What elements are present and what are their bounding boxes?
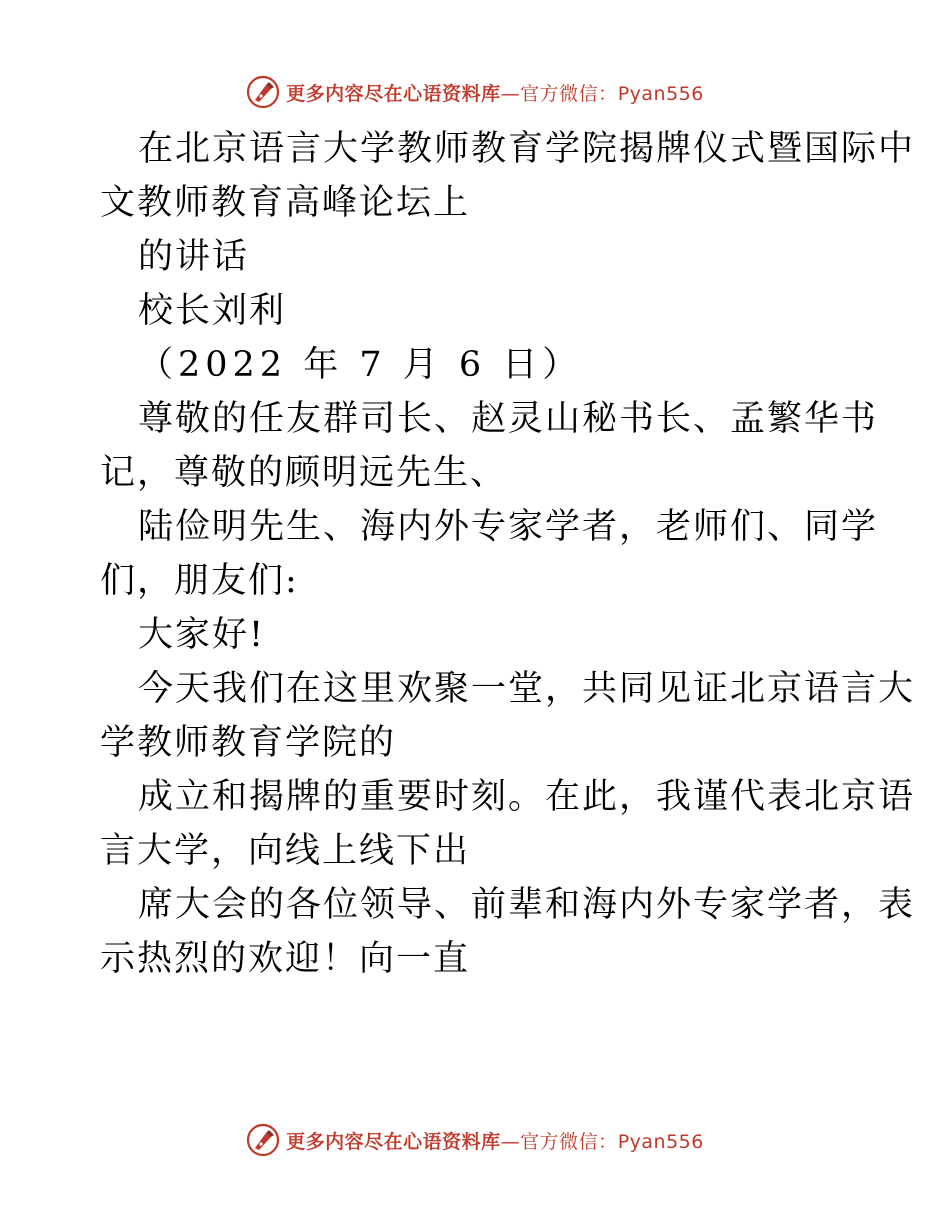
date-line: （2022 年 7 月 6 日） (138, 345, 583, 385)
header-watermark (0, 72, 950, 112)
paragraph-line-3: 成立和揭牌的重要时刻。在此，我谨代表北京语 (138, 777, 916, 817)
document-body (100, 122, 916, 986)
title-line-3: 的讲话 (138, 237, 250, 277)
footer-watermark (0, 1120, 950, 1160)
paragraph-line-2: 学教师教育学院的 (100, 723, 397, 763)
salutation-line-3: 陆俭明先生、海内外专家学者，老师们、同学 (138, 507, 879, 547)
paragraph-line-1: 今天我们在这里欢聚一堂，共同见证北京语言大 (138, 669, 916, 709)
pen-nib-logo-icon (246, 1123, 280, 1157)
watermark-text: 更多内容尽在心语资料库—官方微信：Pyan556 (286, 1130, 704, 1153)
paragraph-line-5: 席大会的各位领导、前辈和海内外专家学者，表 (138, 885, 916, 925)
salutation-line-1: 尊敬的任友群司长、赵灵山秘书长、孟繁华书 (138, 399, 879, 439)
paragraph-line-6: 示热烈的欢迎！向一直 (100, 939, 471, 979)
salutation-line-4: 们，朋友们: (100, 561, 299, 601)
title-line-2: 文教师教育高峰论坛上 (100, 183, 471, 223)
greeting-line: 大家好! (138, 615, 266, 655)
watermark-text: 更多内容尽在心语资料库—官方微信：Pyan556 (286, 82, 704, 105)
pen-nib-logo-icon (246, 75, 280, 109)
salutation-line-2: 记，尊敬的顾明远先生、 (100, 453, 508, 493)
speaker-line: 校长刘利 (138, 291, 287, 331)
title-line-1: 在北京语言大学教师教育学院揭牌仪式暨国际中 (138, 129, 916, 169)
paragraph-line-4: 言大学，向线上线下出 (100, 831, 471, 871)
